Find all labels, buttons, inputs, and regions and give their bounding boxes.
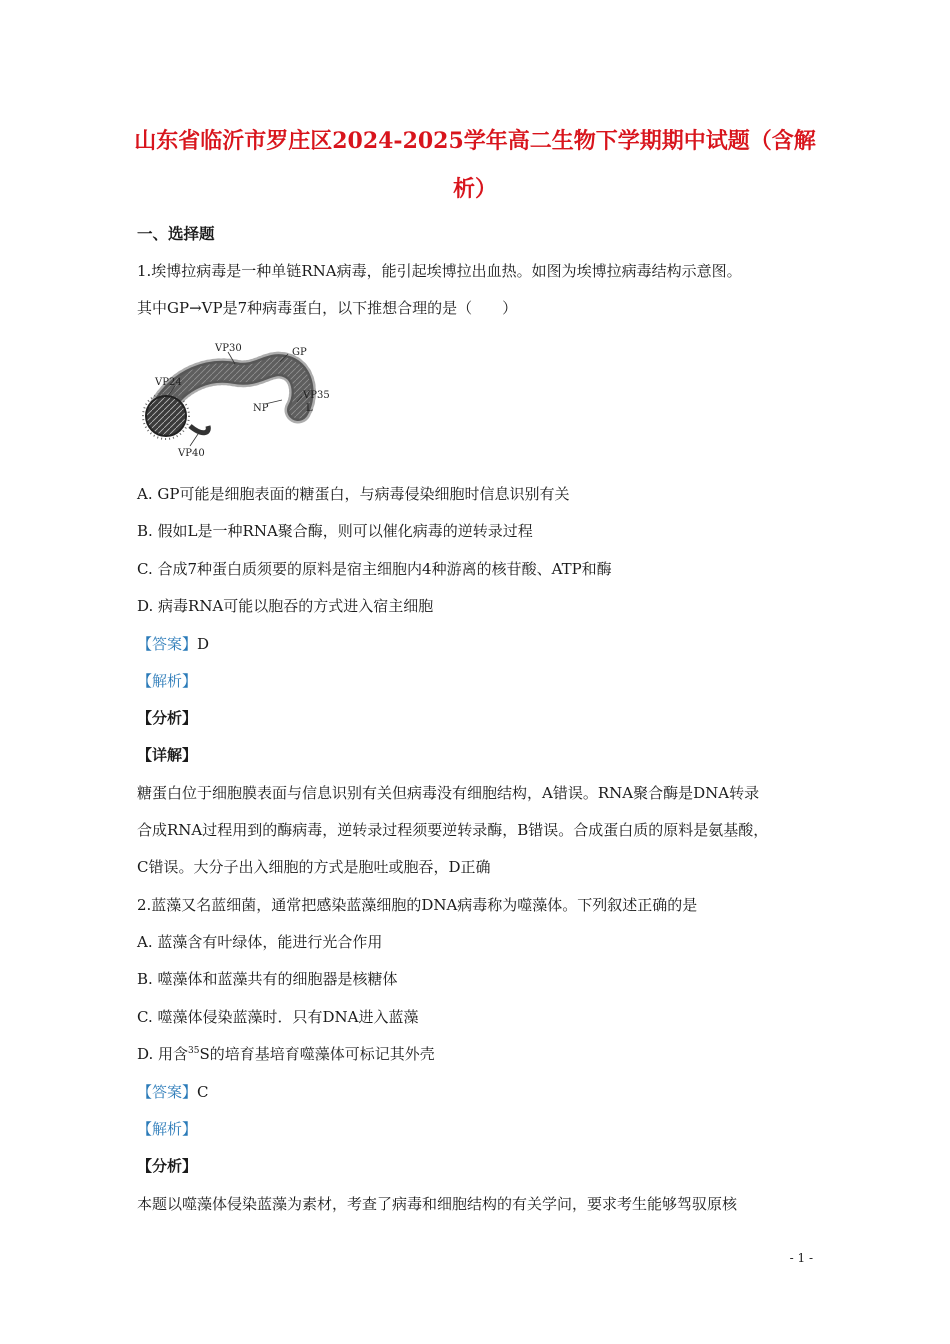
label-np: NP [253, 403, 269, 414]
q1-option-d: D. 病毒RNA可能以胞吞的方式进入宿主细胞 [137, 597, 434, 615]
q1-fenxi-tag: 【分析】 [137, 709, 198, 727]
q2-option-d [137, 1044, 435, 1064]
doc-title-line2: 析） [452, 176, 497, 202]
q2-option-a: A. 蓝藻含有叶绿体，能进行光合作用 [137, 933, 383, 951]
q1-answer-value: D [197, 635, 210, 653]
q2-answer-tag: 【答案】 [137, 1083, 198, 1101]
q1-analysis-tag: 【解析】 [137, 672, 198, 690]
label-vp35: VP35 [303, 390, 330, 401]
doc-title-line1: 山东省临沂市罗庄区2024-2025学年高二生物下学期期中试题（含解 [134, 128, 816, 154]
q1-option-a: A. GP可能是细胞表面的糖蛋白，与病毒侵染细胞时信息识别有关 [137, 485, 570, 503]
label-vp24: VP24 [155, 377, 182, 388]
q2-option-b: B. 噬藻体和蓝藻共有的细胞器是核糖体 [137, 970, 398, 988]
label-l: L [306, 403, 313, 414]
q1-detail-line2: 合成RNA过程用到的酶病毒，逆转录过程须要逆转录酶，B错误。合成蛋白质的原料是氨基酸， [137, 821, 769, 839]
q1-detail-line1: 糖蛋白位于细胞膜表面与信息识别有关但病毒没有细胞结构，A错误。RNA聚合酶是DNA转录 [137, 784, 760, 802]
q2-option-c: C. 噬藻体侵染蓝藻时．只有DNA进入蓝藻 [137, 1008, 419, 1026]
q2-stem: 2.蓝藻又名蓝细菌，通常把感染蓝藻细胞的DNA病毒称为噬藻体。下列叙述正确的是 [137, 896, 698, 914]
q1-stem-line2: 其中GP→VP是7种病毒蛋白，以下推想合理的是（ ） [137, 299, 518, 317]
label-vp30: VP30 [215, 343, 242, 354]
q2-answer [137, 1082, 209, 1102]
q2-option-d-suffix: S的培育基培育噬藻体可标记其外壳 [199, 1045, 435, 1063]
q2-option-d-sup: 35 [188, 1046, 200, 1056]
q2-fenxi-tag: 【分析】 [137, 1157, 198, 1175]
q1-option-b: B. 假如L是一种RNA聚合酶，则可以催化病毒的逆转录过程 [137, 522, 533, 540]
q1-stem-line1: 1.埃博拉病毒是一种单链RNA病毒，能引起埃博拉出血热。如图为埃博拉病毒结构示意图。 [137, 262, 742, 280]
q1-detail-tag: 【详解】 [137, 746, 198, 764]
q1-answer [137, 634, 209, 654]
q2-option-d-prefix: D. 用含 [137, 1045, 189, 1063]
virus-head [146, 396, 186, 436]
q2-analysis-tag: 【解析】 [137, 1120, 198, 1138]
q2-answer-value: C [197, 1083, 209, 1101]
q1-detail-line3: C错误。大分子出入细胞的方式是胞吐或胞吞，D正确 [137, 858, 491, 876]
section-heading: 一、选择题 [137, 224, 215, 243]
ebola-virus-figure [140, 338, 345, 466]
label-vp40: VP40 [178, 448, 205, 459]
page-number: - 1 - [789, 1251, 813, 1265]
label-gp: GP [292, 347, 307, 358]
q1-option-c: C. 合成7种蛋白质须要的原料是宿主细胞内4种游离的核苷酸、ATP和酶 [137, 560, 612, 578]
q1-answer-tag: 【答案】 [137, 635, 198, 653]
q2-fenxi-line: 本题以噬藻体侵染蓝藻为素材，考查了病毒和细胞结构的有关学问，要求考生能够驾驭原核 [137, 1195, 738, 1213]
